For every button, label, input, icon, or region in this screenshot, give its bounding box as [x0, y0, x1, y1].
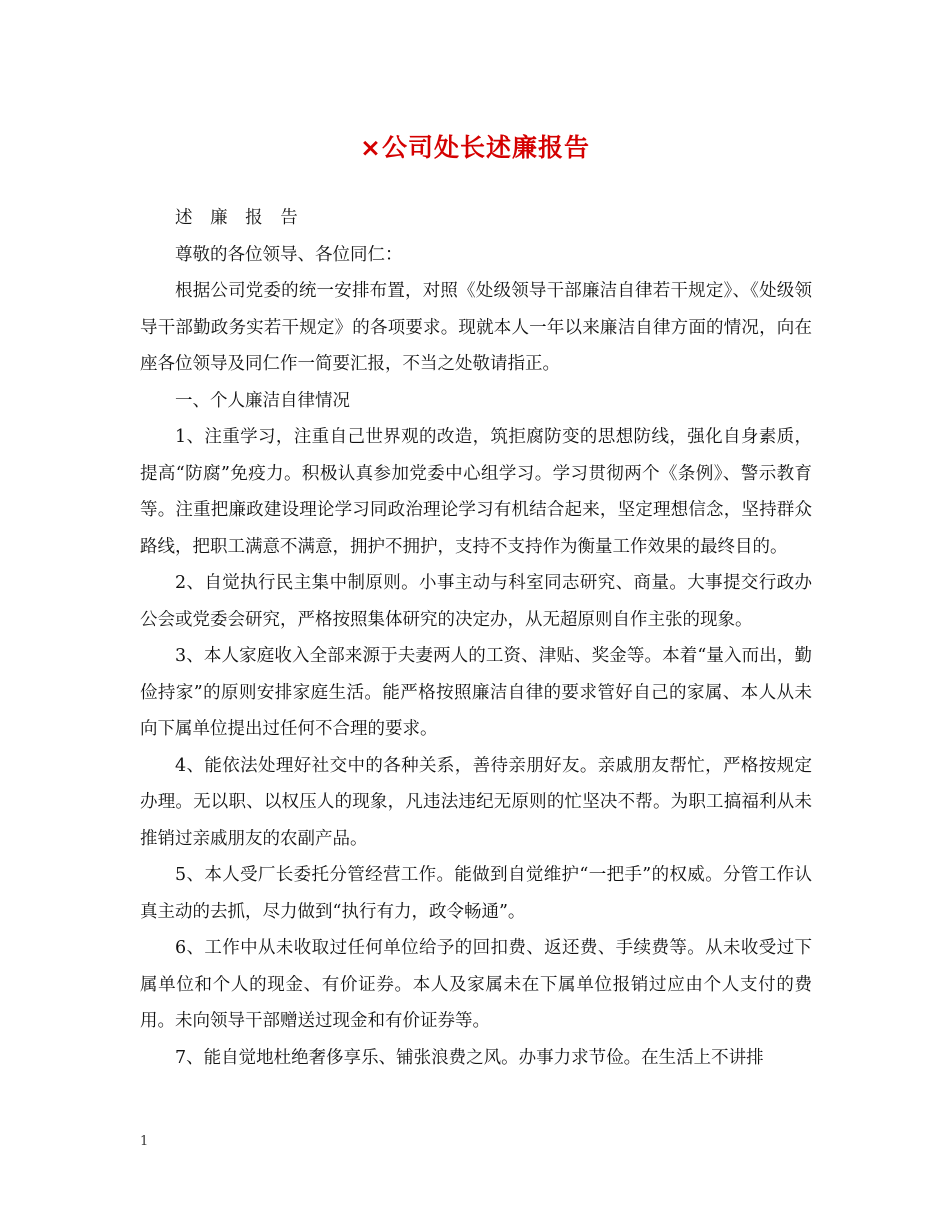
paragraph: 6、工作中从未收取过任何单位给予的回扣费、返还费、手续费等。从未收受过下属单位和个人的现金、有价证券。本人及家属未在下属单位报销过应由个人支付的费用。未向领导干部赠送过现金和有价证券等。 [140, 938, 812, 1031]
paragraph: 根据公司党委的统一安排布置，对照《处级领导干部廉洁自律若干规定》、《处级领导干部勤政务实若干规定》的各项要求。现就本人一年以来廉洁自律方面的情况，向在座各位领导及同仁作一简要汇报，不当之处敬请指正。 [140, 281, 812, 374]
paragraph: 5、本人受厂长委托分管经营工作。能做到自觉维护“一把手”的权威。分管工作认真主动的去抓，尽力做到“执行有力，政令畅通”。 [140, 865, 812, 922]
salutation: 尊敬的各位领导、各位同仁： [175, 244, 403, 265]
page-number: 1 [140, 1134, 149, 1149]
document-body [140, 200, 812, 1076]
paragraph: 7、能自觉地杜绝奢侈享乐、铺张浪费之风。办事力求节俭。在生活上不讲排 [175, 1047, 764, 1068]
paragraph: 3、本人家庭收入全部来源于夫妻两人的工资、津贴、奖金等。本着“量入而出，勤俭持家”的原则安排家庭生活。能严格按照廉洁自律的要求管好自己的家属、本人从未向下属单位提出过任何不合理的要求。 [140, 646, 812, 739]
document-title: ×公司处长述廉报告 [360, 133, 590, 162]
paragraph: 2、自觉执行民主集中制原则。小事主动与科室同志研究、商量。大事提交行政办公会或党委会研究，严格按照集体研究的决定办，从无超原则自作主张的现象。 [140, 573, 812, 630]
paragraph: 4、能依法处理好社交中的各种关系，善待亲朋好友。亲戚朋友帮忙，严格按规定办理。无以职、以权压人的现象，凡违法违纪无原则的忙坚决不帮。为职工搞福利从未推销过亲戚朋友的农副产品。 [140, 755, 812, 849]
section-heading: 一、个人廉洁自律情况 [175, 390, 350, 411]
report-heading: 述 廉 报 告 [175, 208, 304, 228]
paragraph: 1、注重学习，注重自己世界观的改造，筑拒腐防变的思想防线，强化自身素质，提高“防腐”免疫力。积极认真参加党委中心组学习。学习贯彻两个《条例》、警示教育等。注重把廉政建设理论学习同政治理论学习有机结合起来，坚定理想信念，坚持群众路线，把职工满意不满意，拥护不拥护，支持不支持作为衡量工作效果的最终目的。 [140, 427, 812, 557]
